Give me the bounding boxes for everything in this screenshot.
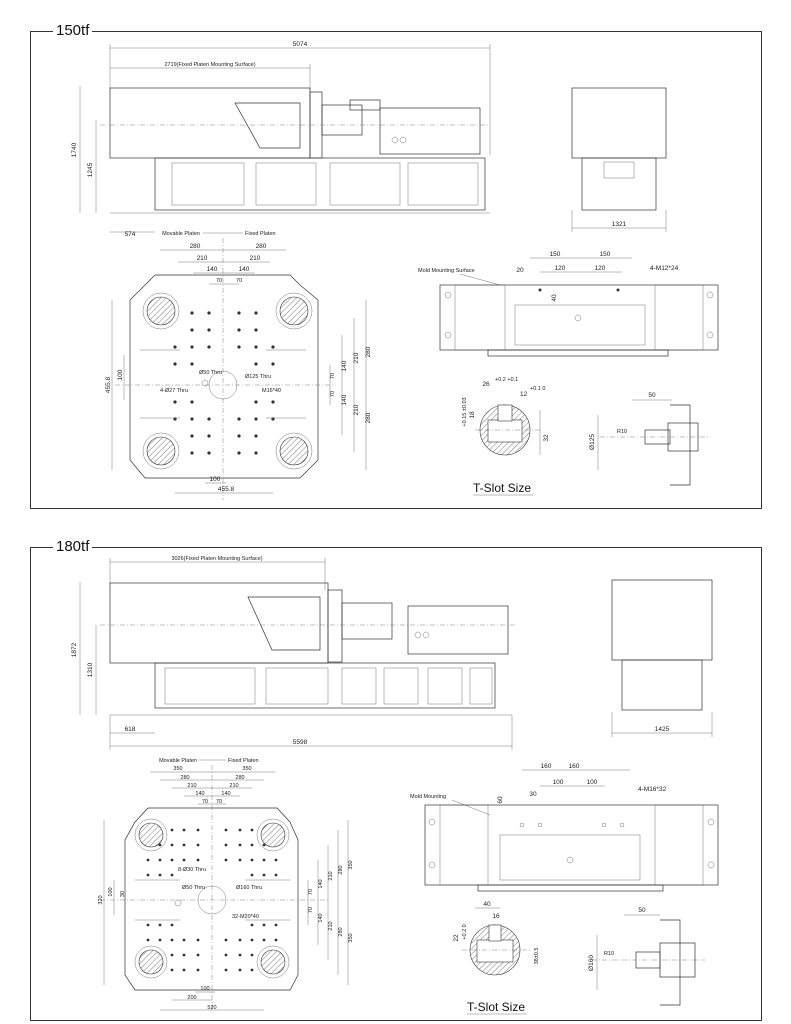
dim-210-a-150: 210 bbox=[196, 255, 208, 262]
mold-view-150 bbox=[418, 251, 718, 356]
dim-280b-180: 280 bbox=[235, 775, 245, 781]
dim-r350b-180: 350 bbox=[348, 933, 354, 943]
label-thru160-180: Ø160 Thru bbox=[236, 885, 263, 891]
label-holes-180: 8-Ø30 Thru bbox=[178, 867, 207, 873]
dim-v320-180: 320 bbox=[98, 895, 104, 905]
label-m20-180: 32-M20*40 bbox=[232, 914, 259, 920]
dim-r70a-180: 70 bbox=[308, 888, 314, 896]
tslot-caption-150: T-Slot Size bbox=[473, 481, 532, 495]
dim-r280a-180: 280 bbox=[338, 865, 344, 875]
platen-view-150 bbox=[105, 231, 372, 500]
dim-tslot-v18-150: 18 bbox=[469, 411, 476, 419]
machine-end-view-180 bbox=[612, 580, 712, 737]
dim-100a-180: 100 bbox=[552, 779, 564, 786]
dim-fixed-platen-180: 3026(Fixed Platen Mounting Surface) bbox=[171, 556, 263, 562]
label-movable-180: Movable Platen bbox=[159, 758, 197, 764]
label-movable-150: Movable Platen bbox=[162, 231, 200, 237]
dim-nozzle-160-180: Ø160 bbox=[588, 955, 595, 971]
dim-r70a-150: 70 bbox=[330, 372, 336, 380]
dim-left-offset-180: 618 bbox=[124, 726, 136, 733]
dim-tslot-v18tol-150: +0.15 ±0.03 bbox=[462, 397, 468, 427]
dim-140b-180: 140 bbox=[221, 791, 231, 797]
dim-r70b-150: 70 bbox=[330, 390, 336, 398]
dim-r70b-180: 70 bbox=[308, 906, 314, 914]
dim-r210a-180: 210 bbox=[328, 871, 334, 881]
label-thru125-150: Ø125 Thru bbox=[245, 374, 272, 380]
dim-tslot-v38-180: 38±0.5 bbox=[534, 947, 540, 965]
dim-b100-150: 100 bbox=[209, 476, 221, 483]
dim-140-a-150: 140 bbox=[206, 266, 218, 273]
dim-280-b-150: 280 bbox=[255, 243, 267, 250]
dim-140-b-150: 140 bbox=[238, 266, 250, 273]
dim-tslot-w-180: 40 bbox=[483, 901, 491, 908]
dim-tslot-v22tol-180: +0.2 0 bbox=[462, 924, 468, 940]
dim-70a-180: 70 bbox=[201, 799, 209, 805]
dim-height-180: 1872 bbox=[71, 642, 78, 658]
machine-side-view-150 bbox=[71, 41, 490, 238]
dim-280-a-150: 280 bbox=[189, 243, 201, 250]
label-m16-150: M16*40 bbox=[262, 388, 281, 394]
dim-r350a-180: 350 bbox=[348, 860, 354, 870]
dim-tslot-wtol-150: +0.2 +0.1 bbox=[495, 377, 519, 383]
dim-160a-180: 160 bbox=[540, 763, 552, 770]
dim-70-a-150: 70 bbox=[215, 278, 223, 284]
dim-20-150: 20 bbox=[516, 267, 524, 274]
dim-160b-180: 160 bbox=[568, 763, 580, 770]
dim-width-180: 1425 bbox=[654, 726, 670, 733]
dim-280a-180: 280 bbox=[180, 775, 190, 781]
tslot-caption-180: T-Slot Size bbox=[467, 1000, 526, 1014]
label-bolts-150: 4-M12*24 bbox=[650, 265, 679, 272]
tslot-view-150 bbox=[462, 377, 550, 495]
dim-b100-180: 100 bbox=[200, 986, 210, 992]
dim-v100-180: 100 bbox=[108, 887, 114, 897]
dim-r140b-180: 140 bbox=[318, 913, 324, 923]
dim-tslot-h-150: 12 bbox=[520, 391, 528, 398]
dim-b520-180: 520 bbox=[207, 1005, 217, 1011]
dim-fixed-platen-150: 2719(Fixed Platen Mounting Surface) bbox=[164, 62, 256, 68]
label-fixed-150: Fixed Platen bbox=[245, 231, 276, 237]
hole-grid-150 bbox=[173, 311, 274, 454]
label-r10-180: R10 bbox=[604, 951, 615, 957]
dim-left-offset-150: 574 bbox=[124, 231, 136, 238]
dim-r210b-150: 210 bbox=[353, 404, 360, 416]
label-fixed-180: Fixed Platen bbox=[228, 758, 259, 764]
dim-350b-180: 350 bbox=[242, 766, 252, 772]
dim-nozzle-50-150: 50 bbox=[648, 392, 656, 399]
dim-tslot-32-150: 32 bbox=[543, 434, 550, 442]
dim-r210b-180: 210 bbox=[328, 921, 334, 931]
dim-350a-180: 350 bbox=[173, 766, 183, 772]
dim-120b-150: 120 bbox=[594, 265, 606, 272]
dim-nozzle-125-150: Ø125 bbox=[589, 434, 596, 450]
dim-overall-150: 5074 bbox=[292, 41, 308, 48]
dim-40-150: 40 bbox=[551, 294, 558, 302]
dim-140a-180: 140 bbox=[195, 791, 205, 797]
dim-210b-180: 210 bbox=[229, 783, 239, 789]
label-bolts-180: 4-M16*32 bbox=[638, 786, 667, 793]
dim-tslot-htol-150: +0.1 0 bbox=[530, 386, 546, 392]
dim-tslot-w2-180: 16 bbox=[492, 913, 500, 920]
dim-b200-180: 200 bbox=[187, 995, 197, 1001]
section-title-180tf: 180tf bbox=[53, 538, 92, 555]
dim-r140a-180: 140 bbox=[318, 879, 324, 889]
dim-r140a-150: 140 bbox=[341, 360, 348, 372]
dim-overall-180: 5598 bbox=[292, 739, 308, 746]
label-mold-150: Mold Mounting Surface bbox=[418, 268, 475, 274]
dim-width-150: 1321 bbox=[611, 221, 627, 228]
dim-210-b-150: 210 bbox=[249, 255, 261, 262]
dim-210a-180: 210 bbox=[187, 783, 197, 789]
label-holes27-150: 4-Ø27 Thru bbox=[160, 388, 189, 394]
dim-120a-150: 120 bbox=[554, 265, 566, 272]
mold-view-180 bbox=[410, 763, 718, 891]
nozzle-view-150 bbox=[589, 392, 710, 485]
label-thru50-150: Ø50 Thru bbox=[199, 370, 223, 376]
dim-tslot-v22-180: 22 bbox=[453, 934, 460, 942]
dim-30-180: 30 bbox=[529, 791, 537, 798]
dim-tslot-w-150: 26 bbox=[482, 381, 490, 388]
label-thru50-180: Ø50 Thru bbox=[182, 885, 206, 891]
dim-150a-150: 150 bbox=[549, 251, 561, 258]
dim-v100-150: 100 bbox=[117, 369, 124, 381]
dim-r210a-150: 210 bbox=[353, 352, 360, 364]
dim-70b-180: 70 bbox=[215, 799, 223, 805]
dim-nozzle-50-180: 50 bbox=[638, 907, 646, 914]
dim-axis-180: 1310 bbox=[87, 662, 94, 678]
dim-70-b-150: 70 bbox=[235, 278, 243, 284]
dim-axis-150: 1245 bbox=[87, 162, 94, 178]
tslot-view-180 bbox=[453, 901, 540, 1014]
section-title-150tf: 150tf bbox=[53, 22, 92, 39]
dim-v455-150: 455.8 bbox=[105, 376, 112, 394]
dim-height-150: 1740 bbox=[71, 142, 78, 158]
machine-end-view-150 bbox=[572, 88, 666, 232]
dim-150b-150: 150 bbox=[599, 251, 611, 258]
dim-b455-150: 455.8 bbox=[217, 486, 235, 493]
dim-r280b-150: 280 bbox=[365, 412, 372, 424]
dim-r280b-180: 280 bbox=[338, 927, 344, 937]
nozzle-view-180 bbox=[588, 907, 705, 1005]
dim-100b-180: 100 bbox=[586, 779, 598, 786]
dim-60-180: 60 bbox=[497, 796, 504, 804]
platen-view-180 bbox=[98, 758, 354, 1011]
dim-r140b-150: 140 bbox=[341, 394, 348, 406]
machine-side-view-180 bbox=[71, 556, 515, 750]
dim-r280a-150: 280 bbox=[365, 346, 372, 358]
label-r10-150: R10 bbox=[617, 429, 628, 435]
label-mold-180: Mold Mounting bbox=[410, 794, 447, 800]
dim-v30-180: 30 bbox=[120, 890, 126, 898]
